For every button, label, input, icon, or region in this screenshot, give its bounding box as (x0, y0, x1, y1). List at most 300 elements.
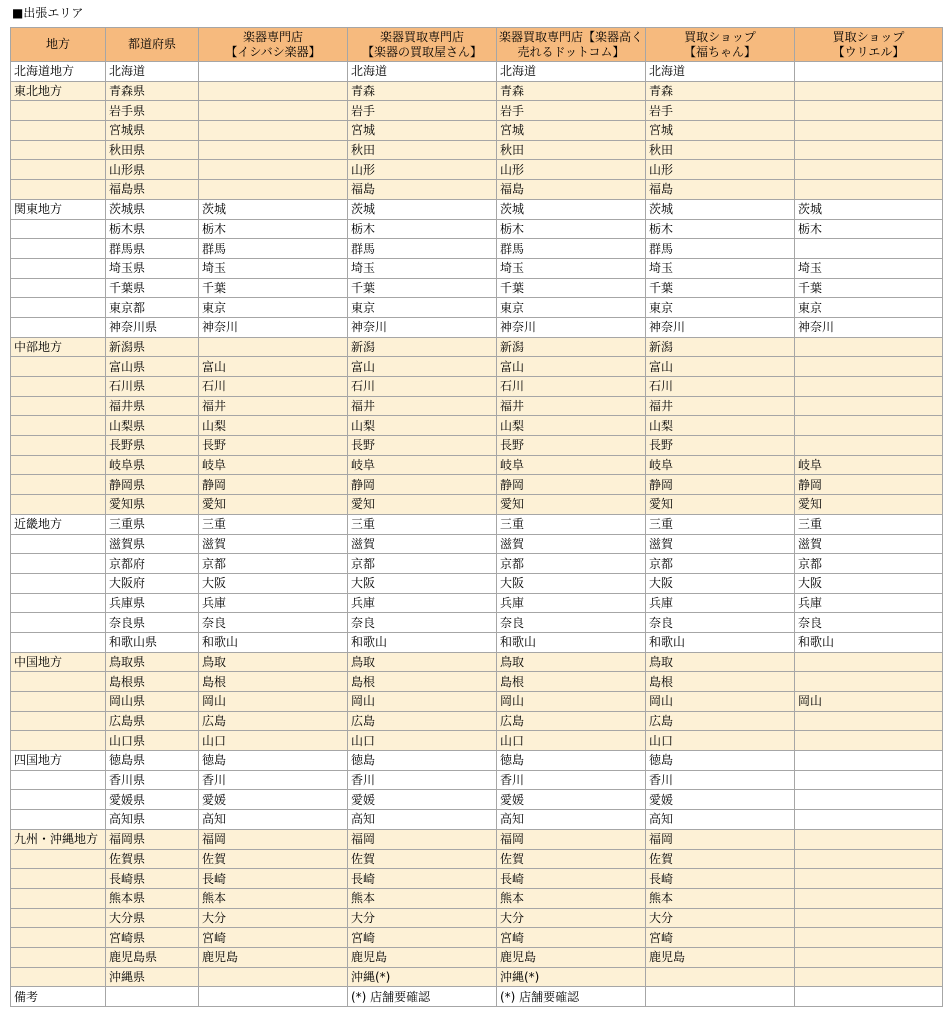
prefecture-cell: 大阪府 (106, 573, 199, 593)
region-cell (11, 790, 106, 810)
takaku-cell: 千葉 (497, 278, 646, 298)
ishibashi-cell: 東京 (199, 298, 348, 318)
kaitoriya-cell: 高知 (348, 810, 497, 830)
takaku-cell: 鹿児島 (497, 947, 646, 967)
uriel-cell: 愛知 (795, 495, 943, 515)
ishibashi-cell: 埼玉 (199, 258, 348, 278)
kaitoriya-cell: 広島 (348, 711, 497, 731)
region-cell (11, 613, 106, 633)
region-cell (11, 436, 106, 456)
takaku-cell: 栃木 (497, 219, 646, 239)
kaitoriya-cell: 山梨 (348, 416, 497, 436)
uriel-cell (795, 652, 943, 672)
prefecture-cell: 石川県 (106, 377, 199, 397)
takaku-cell: 大阪 (497, 573, 646, 593)
ishibashi-cell: 三重 (199, 514, 348, 534)
prefecture-cell: 長崎県 (106, 869, 199, 889)
takaku-cell: 沖縄(*) (497, 967, 646, 987)
table-row (11, 632, 943, 652)
takaku-cell: 青森 (497, 81, 646, 101)
ishibashi-cell (199, 967, 348, 987)
fukuchan-cell: 熊本 (646, 888, 795, 908)
uriel-cell: 千葉 (795, 278, 943, 298)
uriel-cell: 栃木 (795, 219, 943, 239)
prefecture-cell: 新潟県 (106, 337, 199, 357)
region-cell (11, 849, 106, 869)
uriel-cell: 茨城 (795, 199, 943, 219)
kaitoriya-cell: 長崎 (348, 869, 497, 889)
ishibashi-cell: 島根 (199, 672, 348, 692)
kaitoriya-cell: 長野 (348, 436, 497, 456)
kaitoriya-cell: 静岡 (348, 475, 497, 495)
region-cell (11, 711, 106, 731)
region-cell (11, 908, 106, 928)
fukuchan-cell: 佐賀 (646, 849, 795, 869)
region-cell (11, 160, 106, 180)
takaku-cell: 熊本 (497, 888, 646, 908)
takaku-cell: 和歌山 (497, 632, 646, 652)
prefecture-cell: 奈良県 (106, 613, 199, 633)
uriel-cell (795, 908, 943, 928)
ishibashi-cell: 富山 (199, 357, 348, 377)
ishibashi-cell: 兵庫 (199, 593, 348, 613)
ishibashi-cell: 鳥取 (199, 652, 348, 672)
region-cell (11, 928, 106, 948)
prefecture-cell: 高知県 (106, 810, 199, 830)
uriel-cell (795, 62, 943, 82)
table-row (11, 140, 943, 160)
fukuchan-cell: 徳島 (646, 751, 795, 771)
prefecture-cell: 埼玉県 (106, 258, 199, 278)
fukuchan-cell: 香川 (646, 770, 795, 790)
fukuchan-cell: 神奈川 (646, 317, 795, 337)
uriel-cell (795, 849, 943, 869)
uriel-cell (795, 180, 943, 200)
kaitoriya-cell: 神奈川 (348, 317, 497, 337)
prefecture-cell: 岐阜県 (106, 455, 199, 475)
takaku-cell: 山口 (497, 731, 646, 751)
uriel-cell (795, 770, 943, 790)
kaitoriya-cell: 福岡 (348, 829, 497, 849)
ishibashi-cell: 宮崎 (199, 928, 348, 948)
kaitoriya-cell: 岩手 (348, 101, 497, 121)
fukuchan-cell: 青森 (646, 81, 795, 101)
uriel-cell (795, 101, 943, 121)
takaku-cell: 埼玉 (497, 258, 646, 278)
fukuchan-cell: 兵庫 (646, 593, 795, 613)
kaitoriya-cell: 山形 (348, 160, 497, 180)
prefecture-cell: 佐賀県 (106, 849, 199, 869)
region-cell (11, 258, 106, 278)
takaku-cell: 三重 (497, 514, 646, 534)
region-cell (11, 869, 106, 889)
prefecture-cell: 福島県 (106, 180, 199, 200)
region-cell (11, 357, 106, 377)
prefecture-cell: 宮城県 (106, 121, 199, 141)
region-cell (11, 947, 106, 967)
prefecture-cell: 大分県 (106, 908, 199, 928)
fukuchan-cell: 群馬 (646, 239, 795, 259)
takaku-cell: 長崎 (497, 869, 646, 889)
uriel-cell: 三重 (795, 514, 943, 534)
kaitoriya-cell: 宮崎 (348, 928, 497, 948)
table-row (11, 121, 943, 141)
uriel-cell: 神奈川 (795, 317, 943, 337)
table-row (11, 711, 943, 731)
uriel-cell (795, 987, 943, 1007)
table-row (11, 101, 943, 121)
prefecture-cell: 山梨県 (106, 416, 199, 436)
kaitoriya-cell: 大分 (348, 908, 497, 928)
kaitoriya-cell: 宮城 (348, 121, 497, 141)
uriel-cell (795, 337, 943, 357)
fukuchan-cell: 宮城 (646, 121, 795, 141)
uriel-cell: 岡山 (795, 692, 943, 712)
uriel-cell (795, 357, 943, 377)
region-cell: 関東地方 (11, 199, 106, 219)
kaitoriya-cell: 富山 (348, 357, 497, 377)
table-row (11, 337, 943, 357)
region-cell: 東北地方 (11, 81, 106, 101)
uriel-cell: 静岡 (795, 475, 943, 495)
fukuchan-cell: 岐阜 (646, 455, 795, 475)
prefecture-cell: 鹿児島県 (106, 947, 199, 967)
table-row (11, 396, 943, 416)
uriel-cell (795, 140, 943, 160)
table-row (11, 357, 943, 377)
kaitoriya-cell: 滋賀 (348, 534, 497, 554)
ishibashi-cell: 高知 (199, 810, 348, 830)
kaitoriya-cell: 岐阜 (348, 455, 497, 475)
table-row (11, 475, 943, 495)
table-row (11, 869, 943, 889)
kaitoriya-cell: 鹿児島 (348, 947, 497, 967)
table-header-row (11, 28, 943, 62)
kaitoriya-cell: 茨城 (348, 199, 497, 219)
uriel-cell: 大阪 (795, 573, 943, 593)
region-cell (11, 967, 106, 987)
takaku-cell: 鳥取 (497, 652, 646, 672)
table-row (11, 928, 943, 948)
ishibashi-cell: 大分 (199, 908, 348, 928)
uriel-cell (795, 829, 943, 849)
takaku-cell: 山梨 (497, 416, 646, 436)
table-row (11, 455, 943, 475)
ishibashi-cell: 岡山 (199, 692, 348, 712)
table-row (11, 849, 943, 869)
takaku-cell: 高知 (497, 810, 646, 830)
takaku-cell: 佐賀 (497, 849, 646, 869)
kaitoriya-cell: 鳥取 (348, 652, 497, 672)
region-cell (11, 692, 106, 712)
ishibashi-cell (199, 160, 348, 180)
region-cell (11, 475, 106, 495)
ishibashi-cell (199, 337, 348, 357)
takaku-cell: 愛知 (497, 495, 646, 515)
region-cell (11, 731, 106, 751)
fukuchan-cell: 山梨 (646, 416, 795, 436)
region-cell (11, 455, 106, 475)
fukuchan-cell: 大分 (646, 908, 795, 928)
takaku-cell: 広島 (497, 711, 646, 731)
region-cell (11, 317, 106, 337)
table-row (11, 987, 943, 1007)
kaitoriya-cell: 栃木 (348, 219, 497, 239)
table-row (11, 888, 943, 908)
uriel-cell: 東京 (795, 298, 943, 318)
prefecture-cell: 広島県 (106, 711, 199, 731)
takaku-cell: 兵庫 (497, 593, 646, 613)
table-row (11, 298, 943, 318)
uriel-cell: 奈良 (795, 613, 943, 633)
kaitoriya-cell: 埼玉 (348, 258, 497, 278)
kaitoriya-cell: 三重 (348, 514, 497, 534)
takaku-cell: 徳島 (497, 751, 646, 771)
table-row (11, 199, 943, 219)
uriel-cell (795, 967, 943, 987)
kaitoriya-cell: 島根 (348, 672, 497, 692)
fukuchan-cell: 富山 (646, 357, 795, 377)
prefecture-cell: 愛媛県 (106, 790, 199, 810)
table-row (11, 593, 943, 613)
ishibashi-cell: 福井 (199, 396, 348, 416)
table-row (11, 751, 943, 771)
region-cell (11, 672, 106, 692)
ishibashi-cell: 福岡 (199, 829, 348, 849)
fukuchan-cell: 大阪 (646, 573, 795, 593)
prefecture-cell: 滋賀県 (106, 534, 199, 554)
takaku-cell: 長野 (497, 436, 646, 456)
table-row (11, 239, 943, 259)
takaku-cell: 滋賀 (497, 534, 646, 554)
uriel-cell (795, 416, 943, 436)
kaitoriya-cell: 大阪 (348, 573, 497, 593)
region-cell: 北海道地方 (11, 62, 106, 82)
prefecture-cell: 島根県 (106, 672, 199, 692)
table-row (11, 810, 943, 830)
region-cell (11, 180, 106, 200)
fukuchan-cell: 山口 (646, 731, 795, 751)
kaitoriya-cell: 福井 (348, 396, 497, 416)
takaku-cell: 岡山 (497, 692, 646, 712)
kaitoriya-cell: 佐賀 (348, 849, 497, 869)
takaku-cell: 宮城 (497, 121, 646, 141)
kaitoriya-cell: 徳島 (348, 751, 497, 771)
fukuchan-cell: 新潟 (646, 337, 795, 357)
kaitoriya-cell: 熊本 (348, 888, 497, 908)
uriel-cell (795, 751, 943, 771)
takaku-cell: (*) 店舗要確認 (497, 987, 646, 1007)
fukuchan-cell: 宮崎 (646, 928, 795, 948)
fukuchan-cell: 奈良 (646, 613, 795, 633)
uriel-cell (795, 81, 943, 101)
kaitoriya-cell: 千葉 (348, 278, 497, 298)
uriel-cell: 岐阜 (795, 455, 943, 475)
fukuchan-cell: 千葉 (646, 278, 795, 298)
region-cell (11, 770, 106, 790)
region-cell (11, 534, 106, 554)
takaku-cell: 富山 (497, 357, 646, 377)
table-row (11, 514, 943, 534)
kaitoriya-cell: 北海道 (348, 62, 497, 82)
region-cell (11, 121, 106, 141)
prefecture-cell: 岡山県 (106, 692, 199, 712)
prefecture-cell: 三重県 (106, 514, 199, 534)
uriel-cell: 滋賀 (795, 534, 943, 554)
region-cell (11, 140, 106, 160)
kaitoriya-cell: 奈良 (348, 613, 497, 633)
prefecture-cell: 鳥取県 (106, 652, 199, 672)
fukuchan-cell: 茨城 (646, 199, 795, 219)
table-row (11, 770, 943, 790)
fukuchan-cell: 岡山 (646, 692, 795, 712)
ishibashi-cell: 広島 (199, 711, 348, 731)
region-cell (11, 888, 106, 908)
fukuchan-cell: 福井 (646, 396, 795, 416)
table-row (11, 613, 943, 633)
fukuchan-cell: 福島 (646, 180, 795, 200)
fukuchan-cell: 長野 (646, 436, 795, 456)
table-row (11, 672, 943, 692)
region-cell (11, 593, 106, 613)
table-row (11, 495, 943, 515)
ishibashi-cell (199, 101, 348, 121)
table-row (11, 692, 943, 712)
fukuchan-cell: 長崎 (646, 869, 795, 889)
prefecture-cell: 栃木県 (106, 219, 199, 239)
table-row (11, 219, 943, 239)
table-row (11, 573, 943, 593)
uriel-cell (795, 731, 943, 751)
prefecture-cell: 東京都 (106, 298, 199, 318)
kaitoriya-cell: 香川 (348, 770, 497, 790)
uriel-cell (795, 396, 943, 416)
table-row (11, 377, 943, 397)
kaitoriya-cell: 新潟 (348, 337, 497, 357)
kaitoriya-cell: 岡山 (348, 692, 497, 712)
ishibashi-cell (199, 62, 348, 82)
uriel-cell (795, 239, 943, 259)
kaitoriya-cell: 和歌山 (348, 632, 497, 652)
uriel-cell (795, 947, 943, 967)
ishibashi-cell (199, 987, 348, 1007)
uriel-cell: 兵庫 (795, 593, 943, 613)
ishibashi-cell (199, 180, 348, 200)
kaitoriya-cell: 石川 (348, 377, 497, 397)
prefecture-cell: 福井県 (106, 396, 199, 416)
fukuchan-cell: 埼玉 (646, 258, 795, 278)
uriel-cell (795, 928, 943, 948)
service-area-table (10, 27, 943, 1007)
kaitoriya-cell: 秋田 (348, 140, 497, 160)
kaitoriya-cell: 愛知 (348, 495, 497, 515)
takaku-cell: 東京 (497, 298, 646, 318)
region-cell (11, 554, 106, 574)
fukuchan-cell: 愛知 (646, 495, 795, 515)
table-row (11, 416, 943, 436)
prefecture-cell: 群馬県 (106, 239, 199, 259)
ishibashi-cell: 群馬 (199, 239, 348, 259)
ishibashi-cell: 千葉 (199, 278, 348, 298)
prefecture-cell: 北海道 (106, 62, 199, 82)
table-row (11, 278, 943, 298)
prefecture-cell: 静岡県 (106, 475, 199, 495)
takaku-cell: 京都 (497, 554, 646, 574)
table-row (11, 436, 943, 456)
prefecture-cell (106, 987, 199, 1007)
kaitoriya-cell: 愛媛 (348, 790, 497, 810)
region-cell (11, 239, 106, 259)
region-cell (11, 101, 106, 121)
fukuchan-cell: 鹿児島 (646, 947, 795, 967)
region-cell (11, 632, 106, 652)
takaku-cell: 神奈川 (497, 317, 646, 337)
header-gakki-kaitoriya: 楽器買取専門店 【楽器の買取屋さん】 (348, 28, 497, 62)
fukuchan-cell: 山形 (646, 160, 795, 180)
uriel-cell (795, 810, 943, 830)
prefecture-cell: 熊本県 (106, 888, 199, 908)
fukuchan-cell: 和歌山 (646, 632, 795, 652)
region-cell (11, 495, 106, 515)
takaku-cell: 奈良 (497, 613, 646, 633)
prefecture-cell: 宮崎県 (106, 928, 199, 948)
uriel-cell (795, 121, 943, 141)
table-row (11, 947, 943, 967)
prefecture-cell: 京都府 (106, 554, 199, 574)
uriel-cell (795, 790, 943, 810)
ishibashi-cell: 長崎 (199, 869, 348, 889)
ishibashi-cell: 山梨 (199, 416, 348, 436)
fukuchan-cell: 秋田 (646, 140, 795, 160)
fukuchan-cell: 東京 (646, 298, 795, 318)
kaitoriya-cell: 山口 (348, 731, 497, 751)
fukuchan-cell (646, 967, 795, 987)
table-row (11, 81, 943, 101)
header-uriel: 買取ショップ 【ウリエル】 (795, 28, 943, 62)
header-gakki-takaku: 楽器買取専門店【楽器高く売れるドットコム】 (497, 28, 646, 62)
table-row (11, 554, 943, 574)
uriel-cell (795, 377, 943, 397)
prefecture-cell: 兵庫県 (106, 593, 199, 613)
uriel-cell (795, 436, 943, 456)
header-region: 地方 (11, 28, 106, 62)
takaku-cell: 福井 (497, 396, 646, 416)
takaku-cell: 新潟 (497, 337, 646, 357)
prefecture-cell: 長野県 (106, 436, 199, 456)
ishibashi-cell: 奈良 (199, 613, 348, 633)
ishibashi-cell: 長野 (199, 436, 348, 456)
prefecture-cell: 秋田県 (106, 140, 199, 160)
region-cell (11, 377, 106, 397)
kaitoriya-cell: 福島 (348, 180, 497, 200)
kaitoriya-cell: 兵庫 (348, 593, 497, 613)
table-row (11, 62, 943, 82)
prefecture-cell: 青森県 (106, 81, 199, 101)
uriel-cell: 和歌山 (795, 632, 943, 652)
region-cell (11, 298, 106, 318)
ishibashi-cell: 茨城 (199, 199, 348, 219)
prefecture-cell: 和歌山県 (106, 632, 199, 652)
fukuchan-cell: 三重 (646, 514, 795, 534)
header-fukuchan: 買取ショップ 【福ちゃん】 (646, 28, 795, 62)
uriel-cell (795, 672, 943, 692)
ishibashi-cell: 静岡 (199, 475, 348, 495)
takaku-cell: 岐阜 (497, 455, 646, 475)
takaku-cell: 岩手 (497, 101, 646, 121)
takaku-cell: 大分 (497, 908, 646, 928)
prefecture-cell: 千葉県 (106, 278, 199, 298)
prefecture-cell: 福岡県 (106, 829, 199, 849)
